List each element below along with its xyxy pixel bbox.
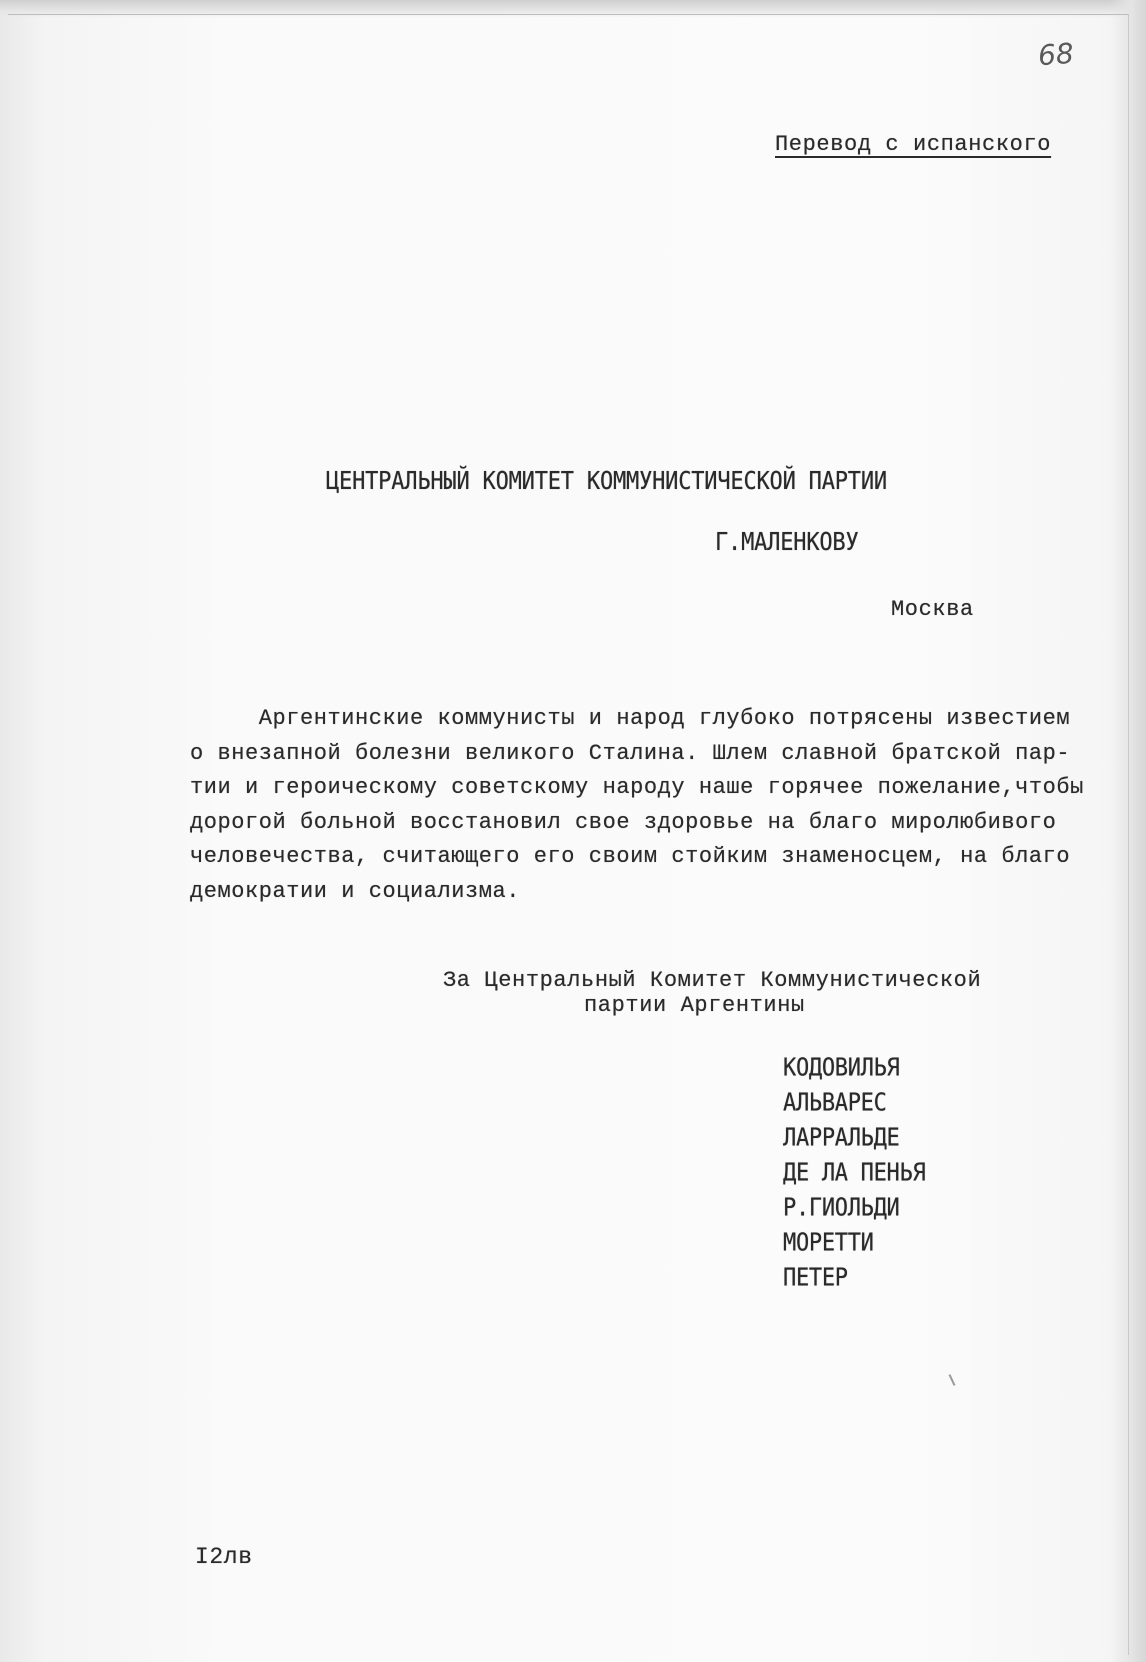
- letter-body: [190, 702, 1100, 909]
- translation-note: Перевод с испанского: [775, 132, 1052, 157]
- signoff-line-1: За Центральный Комитет Коммунистической: [443, 968, 982, 993]
- body-line: Аргентинские коммунисты и народ глубоко потрясены известием: [190, 706, 1071, 731]
- handwritten-page-number: 68: [1036, 36, 1075, 73]
- body-line: тии и героическому советскому народу наше горячее пожелание,чтобы: [190, 775, 1084, 800]
- body-line: дорогой больной восстановил свое здоровье на благо миролюбивого: [190, 809, 1057, 835]
- signoff-line-2: партии Аргентины: [584, 993, 805, 1018]
- signatory-name: МОРЕТТИ: [783, 1228, 874, 1258]
- recipient-heading: ЦЕНТРАЛЬНЫЙ КОМИТЕТ КОММУНИСТИЧЕСКОЙ ПАРТИИ: [326, 467, 887, 496]
- addressee-city: Москва: [891, 597, 974, 622]
- body-line: демократии и социализма.: [190, 878, 521, 904]
- signatory-name: Р.ГИОЛЬДИ: [783, 1193, 900, 1223]
- footer-code: I2лв: [195, 1544, 253, 1570]
- signatory-name: ДЕ ЛА ПЕНЬЯ: [783, 1158, 926, 1188]
- body-line: человечества, считающего его своим стойким знаменосцем, на благо: [190, 844, 1071, 869]
- signatory-name: КОДОВИЛЬЯ: [783, 1053, 900, 1083]
- signatory-name: ПЕТЕР: [783, 1263, 848, 1293]
- body-line: о внезапной болезни великого Сталина. Шлем славной братской пар-: [190, 740, 1071, 766]
- signatories-list: [783, 1048, 925, 1293]
- signatory-name: АЛЬВАРЕС: [783, 1088, 887, 1118]
- signatory-name: ЛАРРАЛЬДЕ: [783, 1123, 900, 1153]
- addressee-name: Г.МАЛЕНКОВУ: [715, 528, 859, 557]
